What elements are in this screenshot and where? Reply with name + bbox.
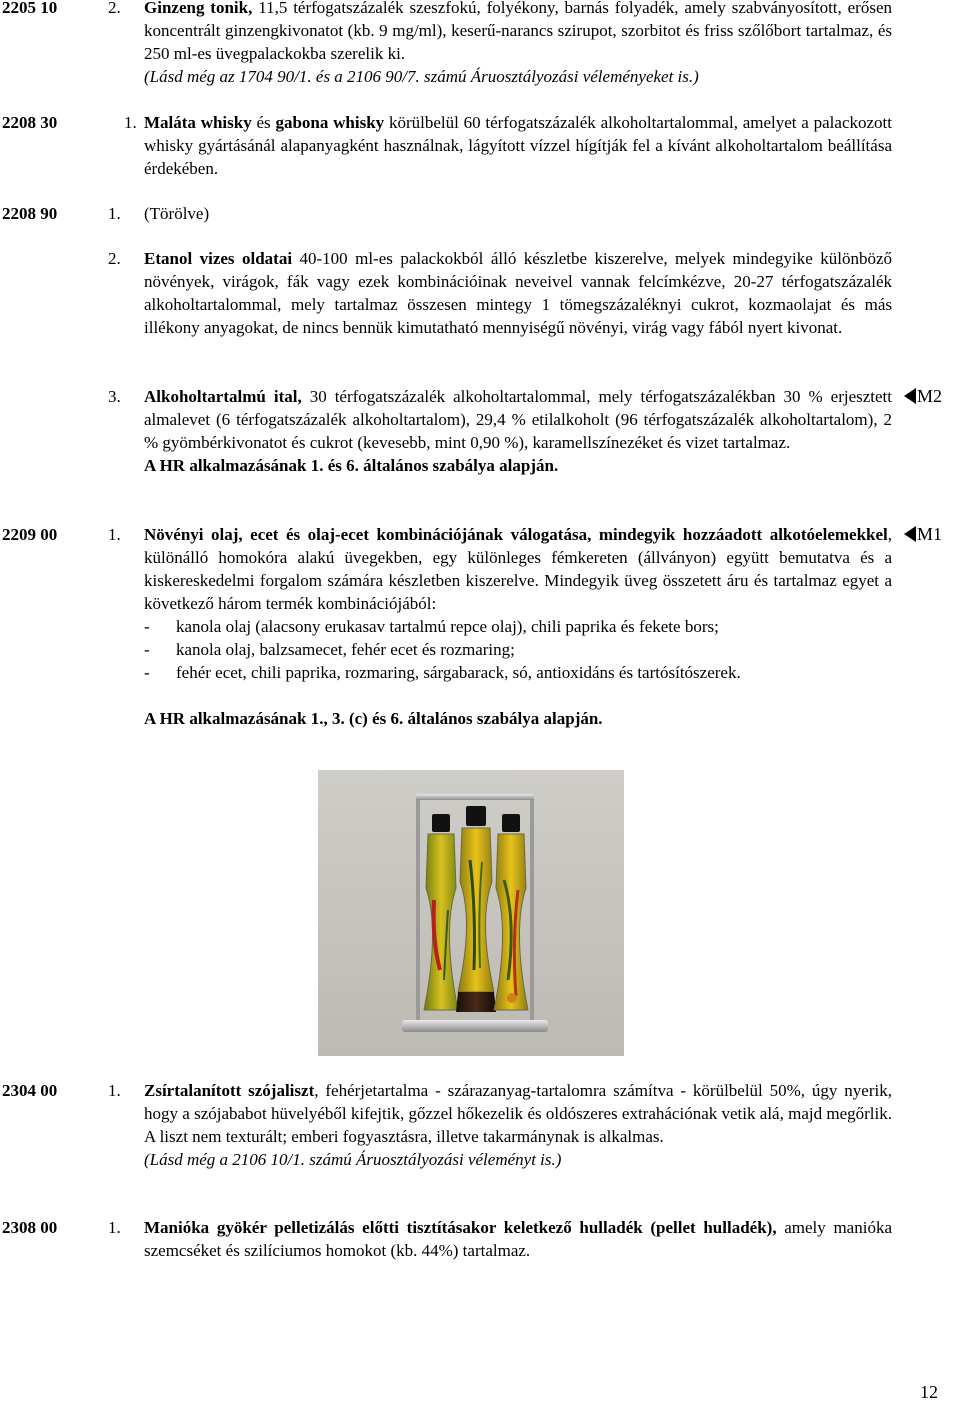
- classification-rule: A HR alkalmazásának 1., 3. (c) és 6. általános szabálya alapján.: [144, 709, 603, 728]
- entry-code: 2304 00: [2, 1081, 58, 1100]
- marker-label: M1: [917, 524, 943, 544]
- list-item-text: fehér ecet, chili paprika, rozmaring, sárgabarack, só, antioxidáns és tartósítószerek.: [176, 663, 741, 682]
- entry-code: 2209 00: [2, 525, 58, 544]
- description: 30 térfogatszázalék alkoholtartalommal, mely térfogatszázalékban 30 % erjesztett almalevet (6 térfogatszázalék alkoholtartalom), 29,4 % etilalkoholt (96 térfogatszázalék alkoholtartalom), 2 % gyömbérkivonatot és cukrot (kevesebb, mint 0,90 %), karamellszínezéket és vizet tartalmaz.: [144, 387, 892, 452]
- entry-number: 2.: [108, 0, 121, 17]
- product-name: Alkoholtartalmú ital,: [144, 387, 302, 406]
- list-item-text: kanola olaj (alacsony erukasav tartalmú repce olaj), chili paprika és fekete bors;: [176, 617, 719, 636]
- deleted-note: (Törölve): [144, 204, 210, 223]
- entry-text: [144, 385, 892, 477]
- list-item: [144, 638, 892, 661]
- entry-number: 2.: [108, 249, 121, 268]
- entry-code: 2308 00: [2, 1218, 58, 1237]
- triangle-left-icon: [904, 526, 916, 542]
- dash-bullet: -: [144, 663, 150, 682]
- reference-note: (Lásd még az 1704 90/1. és a 2106 90/7. számú Áruosztályozási véleményeket is.): [144, 67, 699, 86]
- product-name: Növényi olaj, ecet és olaj-ecet kombinációjának válogatása, mindegyik hozzáadott alkotóelemekkel: [144, 525, 888, 544]
- product-name: Zsírtalanított szójaliszt: [144, 1081, 315, 1100]
- list-item: [144, 615, 892, 638]
- description: és: [251, 113, 276, 132]
- list-item: [144, 661, 892, 684]
- entry-text: [144, 202, 892, 225]
- marker-label: M2: [917, 386, 943, 406]
- product-name: gabona whisky: [275, 113, 385, 132]
- description: 11,5 térfogatszázalék szeszfokú, folyékony, barnás folyadék, amely szabványosított, erősen koncentrált ginzengkivonatot (kb. 9 mg/ml), keserű-narancs szirupot, szorbitot és friss szőlőbort tartalmaz, és 250 ml-es üvegpalackokba szerelik ki.: [144, 0, 892, 63]
- product-name: Manióka gyökér pelletizálás előtti tisztításakor keletkező hulladék (pellet hulladék),: [144, 1218, 777, 1237]
- description: 40-100 ml-es palackokból álló készletbe kiszerelve, melyek mindegyike különböző növények, virágok, fák vagy ezek kombinációinak neveivel vannak felcímkézve, 20-27 térfogatszázalék alkoholtartalommal, mely tartalmaz összesen mintegy 1 tömegszázaléknyi cukrot, kozmaolajat és más illékony anyagokat, de nincs bennük kimutatható mennyiségű növényi, virág vagy fából nyert kivonat.: [144, 249, 893, 337]
- entry-code: 2208 90: [2, 204, 58, 223]
- entry-text: [144, 523, 892, 730]
- dash-bullet: -: [144, 617, 150, 636]
- description: , fehérjetartalma - szárazanyag-tartalomra számítva - körülbelül 50%, úgy nyerik, hogy a szójababot hüvelyéből kifejtik, gőzzel hőkezelik és oldószeres extrahációnak vetik alá, majd megőrlik. A liszt nem texturált; emberi fogyasztásra, illetve takarmánynak is alkalmas.: [144, 1081, 892, 1146]
- entry-text: [144, 111, 892, 180]
- product-name: Etanol vizes oldatai: [144, 249, 293, 268]
- reference-note: (Lásd még a 2106 10/1. számú Áruosztályozási véleményt is.): [144, 1150, 562, 1169]
- page-number: 12: [920, 1382, 938, 1402]
- entry-text: [144, 247, 892, 339]
- triangle-left-icon: [904, 388, 916, 404]
- bottle-set-photo: [318, 770, 624, 1056]
- entry-number: 1.: [108, 1218, 121, 1237]
- entry-text: [144, 1216, 892, 1262]
- entry-number: 3.: [108, 387, 121, 406]
- entry-code: 2208 30: [2, 113, 58, 132]
- description: amely manióka szemcséket és szilíciumos homokot (kb. 44%) tartalmaz.: [144, 1218, 892, 1260]
- entry-text: [144, 0, 892, 88]
- amendment-marker: [904, 523, 942, 546]
- entry-number: 1.: [108, 1081, 121, 1100]
- entry-code: 2205 10: [2, 0, 58, 17]
- classification-rule: A HR alkalmazásának 1. és 6. általános szabálya alapján.: [144, 456, 559, 475]
- component-list: [144, 615, 892, 684]
- product-name: Maláta whisky: [144, 113, 252, 132]
- product-name: Ginzeng tonik,: [144, 0, 253, 17]
- description: , különálló homokóra alakú üvegekben, egy különleges fémkereten (állványon) együtt bemutatva és a kiskereskedelmi forgalom számára készletben kiszerelve. Mindegyik üveg összetett áru és tartalmaz egyet a következő három termék kombinációjából:: [144, 525, 892, 613]
- entry-text: [144, 1079, 892, 1171]
- entry-number: 1.: [108, 204, 121, 223]
- amendment-marker: [904, 385, 942, 408]
- entry-number: 1.: [108, 525, 121, 544]
- list-item-text: kanola olaj, balzsamecet, fehér ecet és rozmaring;: [176, 640, 515, 659]
- dash-bullet: -: [144, 640, 150, 659]
- entry-number: 1.: [124, 113, 137, 132]
- description: körülbelül 60 térfogatszázalék alkoholtartalommal, amelyet a palackozott whisky gyártásánál alapanyagként használnak, lágyított vízzel hígítják fel a kívánt alkoholtartalom beállítása érdekében.: [144, 113, 892, 178]
